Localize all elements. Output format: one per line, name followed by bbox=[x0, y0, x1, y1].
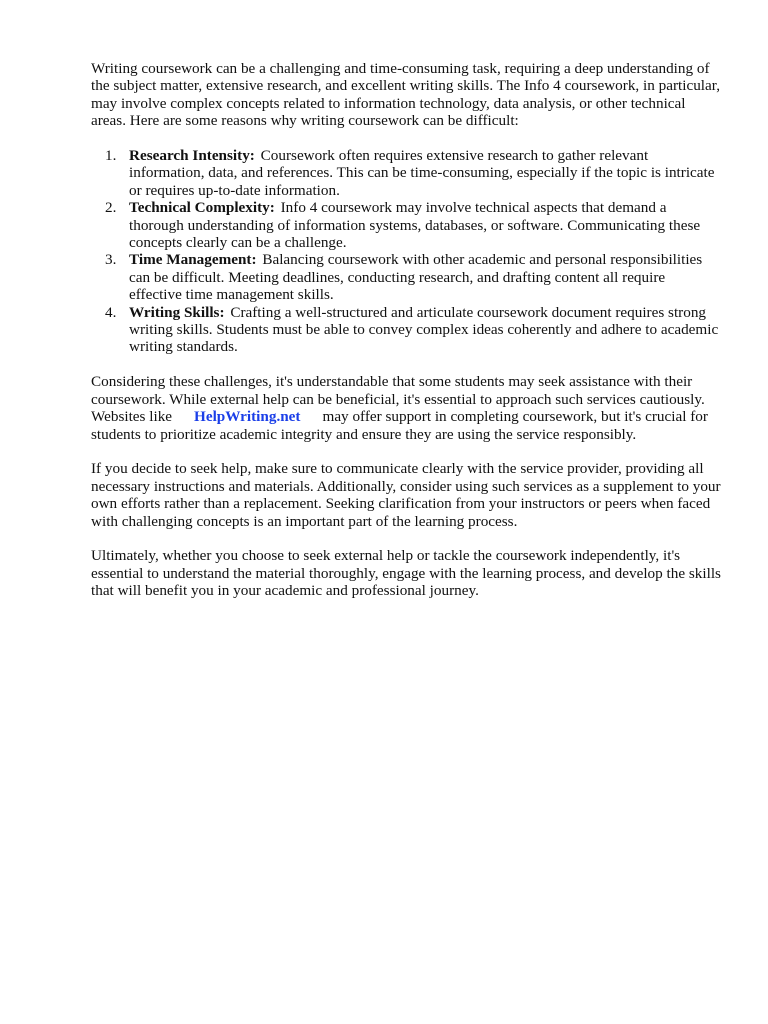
reason-item-time-management bbox=[105, 251, 721, 304]
reason-text: Crafting a well-structured and articulate coursework document requires strong writing skills. Students must be able to convey complex ideas coherently and adhere to academic writing standards. bbox=[129, 303, 719, 356]
intro-paragraph: Writing coursework can be a challenging and time-consuming task, requiring a deep understanding of the subject matter, extensive research, and excellent writing skills. The Info 4 coursework, in particular, may involve complex concepts related to information technology, data analysis, or other technical areas. Here are some reasons why writing coursework can be difficult: bbox=[91, 60, 720, 130]
considering-paragraph bbox=[91, 373, 721, 443]
document-page bbox=[91, 60, 721, 617]
list-number: 1. bbox=[105, 147, 117, 165]
seek-help-paragraph: If you decide to seek help, make sure to communicate clearly with the service provider, providing all necessary instructions and materials. Additionally, consider using such services as a supplement to your own efforts rather than a replacement. Seeking clarification from your instructors or peers when faced with challenging concepts is an important part of the learning process. bbox=[91, 460, 721, 530]
list-number: 2. bbox=[105, 199, 117, 217]
reason-item-writing-skills bbox=[105, 303, 721, 356]
reason-text: Coursework often requires extensive research to gather relevant information, data, and references. This can be time-consuming, especially if the topic is intricate or requires up-to-date information. bbox=[129, 147, 715, 199]
considering-text-before-link: Considering these challenges, it's understandable that some students may seek assistance with their coursework. While external help can be beneficial, it's essential to approach such services cautiously. Websites like bbox=[91, 373, 705, 426]
reason-term: Technical Complexity: bbox=[129, 199, 275, 217]
reasons-list bbox=[91, 147, 721, 356]
considering-text-after-link: may offer support in completing coursework, but it's crucial for students to prioritize academic integrity and ensure they are using the service responsibly. bbox=[91, 408, 708, 443]
reason-text: Balancing coursework with other academic and personal responsibilities can be difficult. Meeting deadlines, conducting research, and drafting content all require effective time management skills. bbox=[129, 251, 703, 304]
helpwriting-link[interactable]: HelpWriting.net bbox=[194, 408, 301, 426]
reason-term: Time Management: bbox=[129, 251, 257, 269]
ultimately-paragraph: Ultimately, whether you choose to seek external help or tackle the coursework independently, it's essential to understand the material thoroughly, engage with the learning process, and develop the skills that will benefit you in your academic and professional journey. bbox=[91, 547, 721, 600]
reason-term: Research Intensity: bbox=[129, 147, 255, 165]
reason-term: Writing Skills: bbox=[129, 303, 225, 321]
reason-text: Info 4 coursework may involve technical aspects that demand a thorough understanding of information systems, databases, or software. Communicating these concepts clearly can be a challenge. bbox=[129, 199, 701, 252]
list-number: 3. bbox=[105, 251, 117, 269]
reason-item-research-intensity bbox=[105, 147, 721, 199]
reason-item-technical-complexity bbox=[105, 199, 721, 252]
list-number: 4. bbox=[105, 303, 117, 321]
